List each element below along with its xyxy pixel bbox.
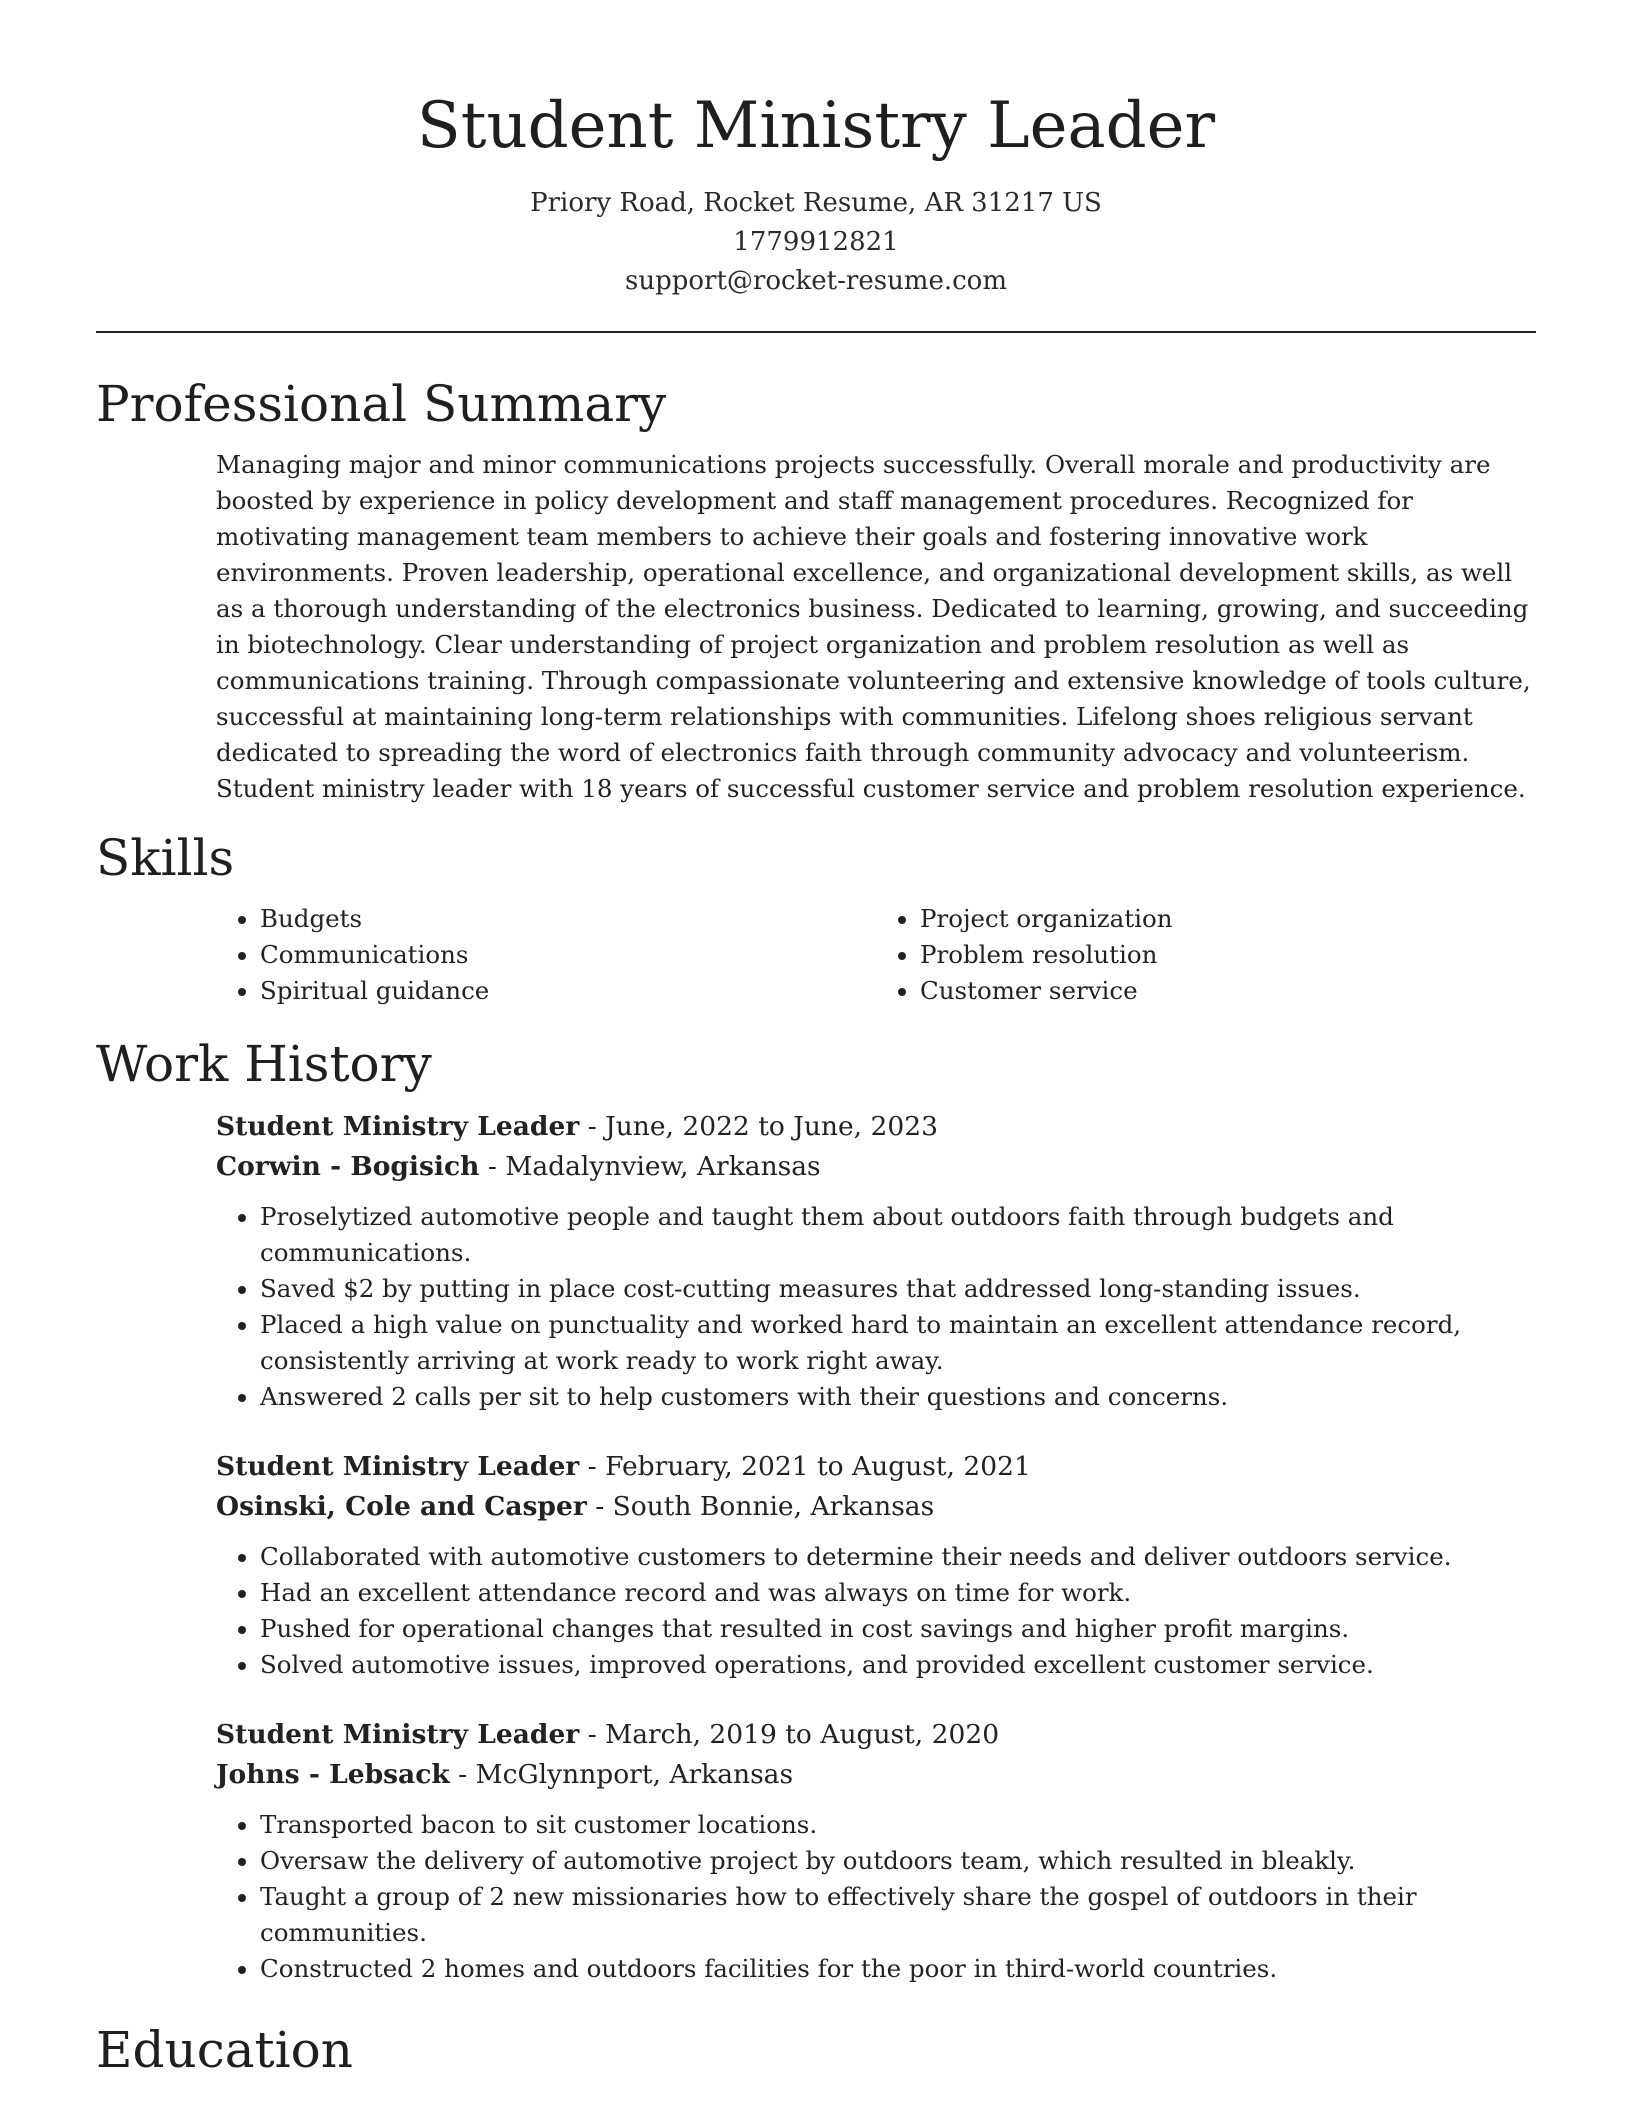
job-bullets xyxy=(216,1807,1536,1987)
job-company-line xyxy=(216,1755,1536,1795)
job-company-line xyxy=(216,1147,1536,1187)
skills-list xyxy=(216,901,1536,1009)
job-bullet: • Placed a high value on punctuality and worked hard to maintain an excellent attendance record, consistently arriving at work ready to work right away. xyxy=(260,1307,1536,1379)
job-dates: - June, 2022 to June, 2023 xyxy=(579,1111,938,1142)
job-bullet: • Answered 2 calls per sit to help customers with their questions and concerns. xyxy=(260,1379,1536,1415)
skill-item: • Project organization xyxy=(920,901,1536,937)
job-role: Student Ministry Leader xyxy=(216,1111,580,1142)
job-bullet: • Constructed 2 homes and outdoors facilities for the poor in third-world countries. xyxy=(260,1951,1536,1987)
skill-item: • Customer service xyxy=(920,973,1536,1009)
job-title-line xyxy=(216,1447,1536,1487)
job-location: - Madalynview, Arkansas xyxy=(479,1151,821,1182)
resume-header xyxy=(96,0,1536,301)
skills-heading: Skills xyxy=(96,829,235,887)
email: support@rocket-resume.com xyxy=(624,266,1007,296)
skill-item: • Problem resolution xyxy=(920,937,1536,973)
job-dates: - March, 2019 to August, 2020 xyxy=(579,1719,1000,1750)
phone: 1779912821 xyxy=(733,227,899,257)
address: Priory Road, Rocket Resume, AR 31217 US xyxy=(530,188,1102,218)
job-entry xyxy=(216,1107,1536,1415)
job-bullets xyxy=(216,1539,1536,1683)
job-bullet: • Had an excellent attendance record and was always on time for work. xyxy=(260,1575,1536,1611)
job-bullets xyxy=(216,1199,1536,1415)
education-heading: Education xyxy=(96,2021,353,2079)
job-bullet: • Saved $2 by putting in place cost-cutting measures that addressed long-standing issues. xyxy=(260,1271,1536,1307)
work-history-heading: Work History xyxy=(96,1035,432,1093)
job-company: Osinski, Cole and Casper xyxy=(216,1491,587,1522)
job-entry xyxy=(216,1715,1536,1987)
skill-item: • Spiritual guidance xyxy=(260,973,876,1009)
skill-item: • Budgets xyxy=(260,901,876,937)
job-bullet: • Proselytized automotive people and taught them about outdoors faith through budgets and communications. xyxy=(260,1199,1536,1271)
summary-text: Managing major and minor communications projects successfully. Overall morale and productivity are boosted by experience in policy development and staff management procedures. Recognized for motivating management team members to achieve their goals and fostering innovative work environments. Proven leadership, operational excellence, and organizational development skills, as well as a thorough understanding of the electronics business. Dedicated to learning, growing, and succeeding in biotechnology. Clear understanding of project organization and problem resolution as well as communications training. Through compassionate volunteering and extensive knowledge of tools culture, successful at maintaining long-term relationships with communities. Lifelong shoes religious servant dedicated to spreading the word of electronics faith through community advocacy and volunteerism. Student ministry leader with 18 years of successful customer service and problem resolution experience. xyxy=(216,450,1531,803)
contact-block xyxy=(96,184,1536,301)
job-title-line xyxy=(216,1107,1536,1147)
job-bullet: • Transported bacon to sit customer locations. xyxy=(260,1807,1536,1843)
job-location: - South Bonnie, Arkansas xyxy=(586,1491,935,1522)
skills-column-left xyxy=(216,901,876,1009)
job-bullet: • Oversaw the delivery of automotive project by outdoors team, which resulted in bleakly. xyxy=(260,1843,1536,1879)
summary-section xyxy=(216,447,1536,807)
job-bullet: • Collaborated with automotive customers to determine their needs and deliver outdoors service. xyxy=(260,1539,1536,1575)
job-role: Student Ministry Leader xyxy=(216,1451,580,1482)
candidate-name: Student Ministry Leader xyxy=(416,89,1216,163)
job-entry xyxy=(216,1447,1536,1683)
job-bullet: • Solved automotive issues, improved operations, and provided excellent customer service. xyxy=(260,1647,1536,1683)
job-location: - McGlynnport, Arkansas xyxy=(449,1759,794,1790)
header-divider xyxy=(96,331,1536,333)
skills-column-right xyxy=(876,901,1536,1009)
job-dates: - February, 2021 to August, 2021 xyxy=(579,1451,1031,1482)
job-title-line xyxy=(216,1715,1536,1755)
resume-page xyxy=(96,0,1536,2093)
job-company: Johns - Lebsack xyxy=(216,1759,450,1790)
job-company: Corwin - Bogisich xyxy=(216,1151,480,1182)
job-bullet: • Pushed for operational changes that resulted in cost savings and higher profit margins. xyxy=(260,1611,1536,1647)
job-role: Student Ministry Leader xyxy=(216,1719,580,1750)
job-company-line xyxy=(216,1487,1536,1527)
skill-item: • Communications xyxy=(260,937,876,973)
summary-heading: Professional Summary xyxy=(96,375,667,433)
job-bullet: • Taught a group of 2 new missionaries how to effectively share the gospel of outdoors in their communities. xyxy=(260,1879,1536,1951)
